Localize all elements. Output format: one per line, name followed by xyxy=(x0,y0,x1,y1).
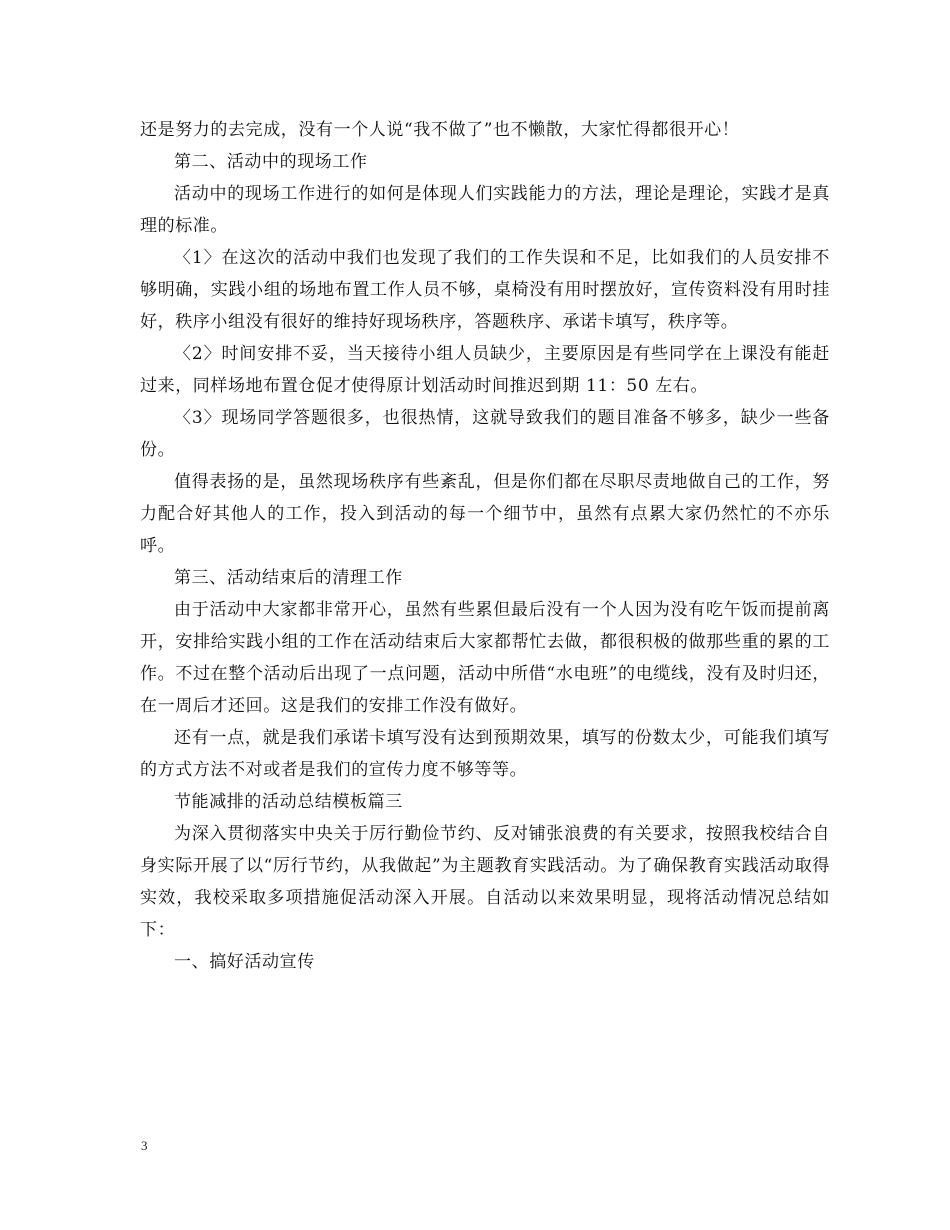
list-item-1: 〈1〉在这次的活动中我们也发现了我们的工作失误和不足，比如我们的人员安排不够明确，实践小组的场地布置工作人员不够，桌椅没有用时摆放好，宣传资料没有用时挂好，秩序小组没有很好的维持好现场秩序，答题秩序、承诺卡填写，秩序等。 xyxy=(140,248,830,332)
list-item-3: 〈3〉现场同学答题很多，也很热情，这就导致我们的题目准备不够多，缺少一些备份。 xyxy=(140,408,830,460)
page-number: 3 xyxy=(141,1138,148,1153)
article-title: 节能减排的活动总结模板篇三 xyxy=(174,792,403,812)
document-body xyxy=(140,114,830,978)
section-heading-1: 一、搞好活动宣传 xyxy=(174,952,315,972)
paragraph: 由于活动中大家都非常开心，虽然有些累但最后没有一个人因为没有吃午饭而提前离开，安排给实践小组的工作在活动结束后大家都帮忙去做，都很积极的做那些重的累的工作。不过在整个活动后出现了一点问题，活动中所借“水电班”的电缆线，没有及时归还，在一周后才还回。这是我们的安排工作没有做好。 xyxy=(140,600,830,716)
paragraph: 值得表扬的是，虽然现场秩序有些紊乱，但是你们都在尽职尽责地做自己的工作，努力配合好其他人的工作，投入到活动的每一个细节中，虽然有点累大家仍然忙的不亦乐呼。 xyxy=(140,472,830,556)
list-item-2: 〈2〉时间安排不妥，当天接待小组人员缺少，主要原因是有些同学在上课没有能赶过来，同样场地布置仓促才使得原计划活动时间推迟到期 11：50 左右。 xyxy=(140,344,830,396)
paragraph: 活动中的现场工作进行的如何是体现人们实践能力的方法，理论是理论，实践才是真理的标准。 xyxy=(140,184,830,236)
section-heading-2: 第二、活动中的现场工作 xyxy=(174,152,368,172)
paragraph: 为深入贯彻落实中央关于厉行勤俭节约、反对铺张浪费的有关要求，按照我校结合自身实际开展了以“厉行节约，从我做起”为主题教育实践活动。为了确保教育实践活动取得实效，我校采取多项措施促活动深入开展。自活动以来效果明显，现将活动情况总结如下： xyxy=(140,824,830,940)
section-heading-3: 第三、活动结束后的清理工作 xyxy=(174,568,403,588)
paragraph-continuation: 还是努力的去完成，没有一个人说“我不做了”也不懒散，大家忙得都很开心！ xyxy=(140,120,740,140)
paragraph: 还有一点，就是我们承诺卡填写没有达到预期效果，填写的份数太少，可能我们填写的方式方法不对或者是我们的宣传力度不够等等。 xyxy=(140,728,830,780)
